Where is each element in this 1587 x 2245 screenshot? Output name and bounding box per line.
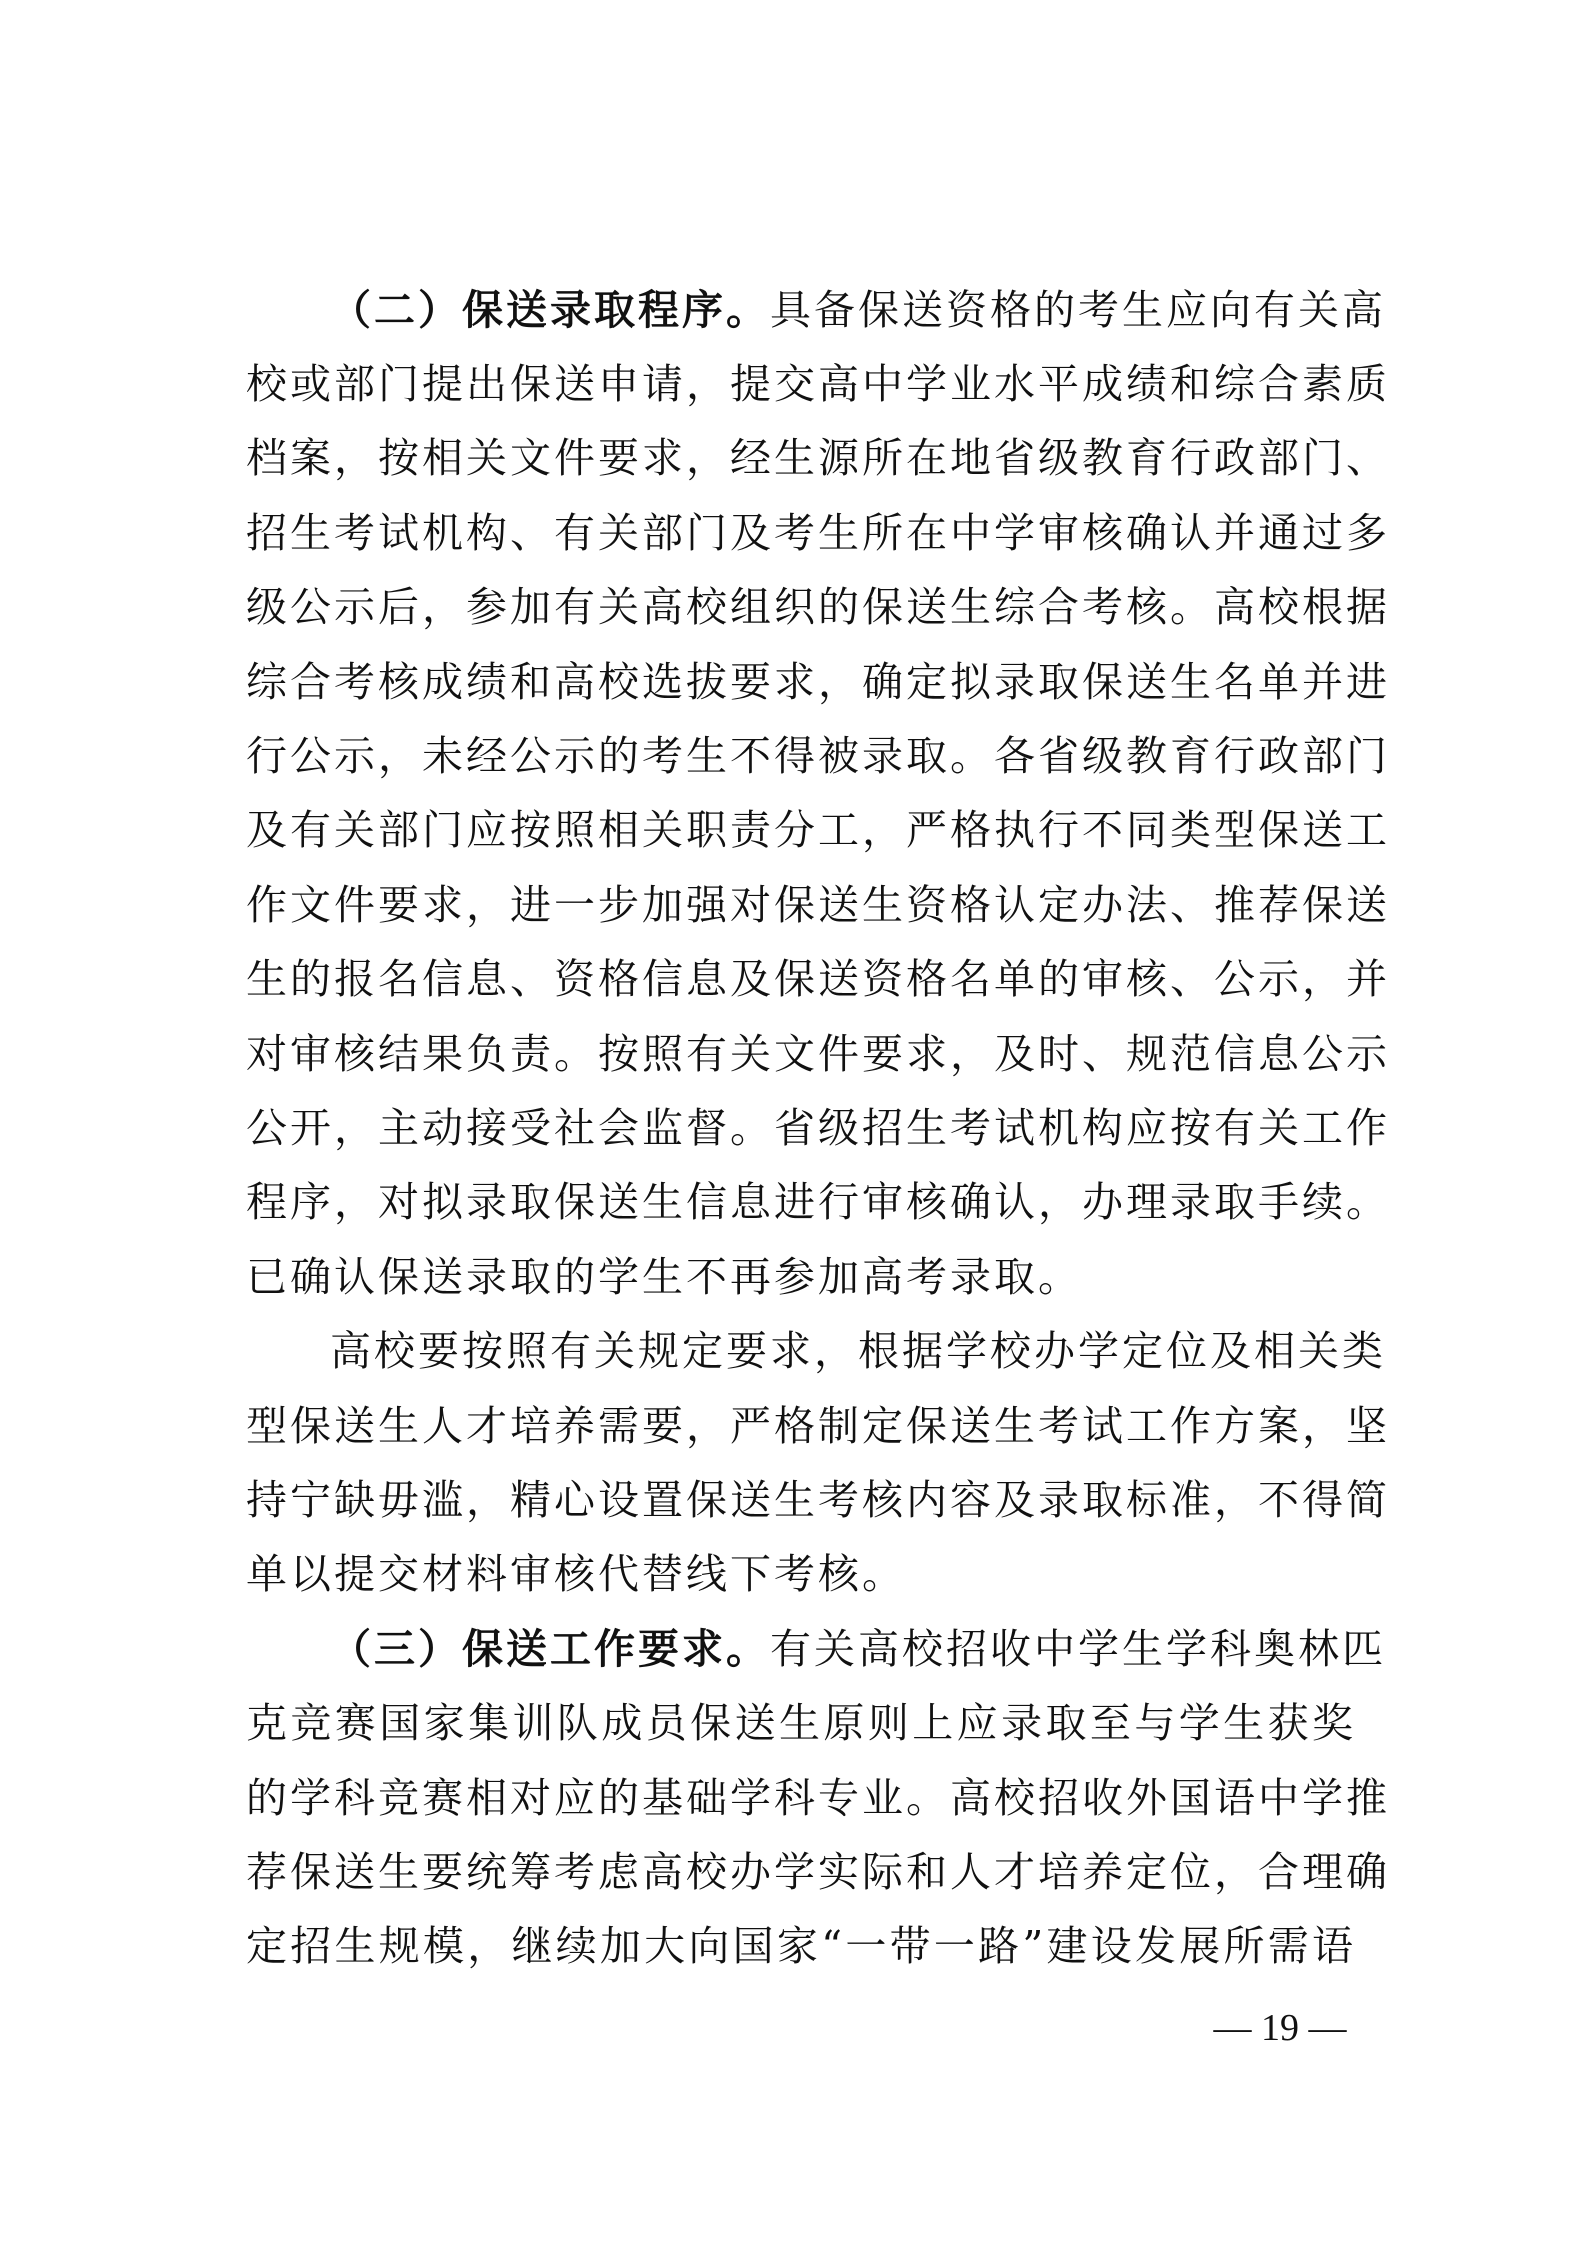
paragraph-line: 单以提交材料审核代替线下考核。 xyxy=(246,1550,906,1598)
paragraph-line: 生的报名信息、资格信息及保送资格名单的审核、公示，并 xyxy=(246,955,1390,1003)
paragraph-line: 作文件要求，进一步加强对保送生资格认定办法、推荐保送 xyxy=(246,881,1390,929)
section-heading: （二）保送录取程序。 xyxy=(330,286,770,334)
paragraph-line: 克竞赛国家集训队成员保送生原则上应录取至与学生获奖 xyxy=(246,1699,1356,1747)
paragraph-line xyxy=(330,278,1386,342)
paragraph-line: 行公示，未经公示的考生不得被录取。各省级教育行政部门 xyxy=(246,732,1390,780)
paragraph-line: 定招生规模，继续加大向国家“一带一路”建设发展所需语 xyxy=(246,1922,1356,1970)
paragraph-text: 有关高校招收中学生学科奥林匹 xyxy=(770,1625,1386,1673)
paragraph-line: 对审核结果负责。按照有关文件要求，及时、规范信息公示 xyxy=(246,1030,1390,1078)
paragraph-line: 型保送生人才培养需要，严格制定保送生考试工作方案，坚 xyxy=(246,1402,1390,1450)
paragraph-text: 具备保送资格的考生应向有关高 xyxy=(770,286,1386,334)
paragraph-line xyxy=(330,1617,1386,1681)
paragraph-line: 荐保送生要统筹考虑高校办学实际和人才培养定位，合理确 xyxy=(246,1848,1390,1896)
paragraph-line: 的学科竞赛相对应的基础学科专业。高校招收外国语中学推 xyxy=(246,1774,1390,1822)
paragraph-line: 级公示后，参加有关高校组织的保送生综合考核。高校根据 xyxy=(246,583,1390,631)
paragraph-line: 已确认保送录取的学生不再参加高考录取。 xyxy=(246,1253,1082,1301)
paragraph-line: 综合考核成绩和高校选拔要求，确定拟录取保送生名单并进 xyxy=(246,658,1390,706)
paragraph-line: 高校要按照有关规定要求，根据学校办学定位及相关类 xyxy=(330,1327,1386,1375)
paragraph-line: 档案，按相关文件要求，经生源所在地省级教育行政部门、 xyxy=(246,434,1390,482)
paragraph-line: 公开，主动接受社会监督。省级招生考试机构应按有关工作 xyxy=(246,1104,1390,1152)
paragraph-line: 持宁缺毋滥，精心设置保送生考核内容及录取标准，不得简 xyxy=(246,1476,1390,1524)
paragraph-line: 招生考试机构、有关部门及考生所在中学审核确认并通过多 xyxy=(246,509,1390,557)
page-number: — 19 — xyxy=(1213,2007,1347,2049)
section-heading: （三）保送工作要求。 xyxy=(330,1625,770,1673)
paragraph-line: 及有关部门应按照相关职责分工，严格执行不同类型保送工 xyxy=(246,806,1390,854)
paragraph-line: 校或部门提出保送申请，提交高中学业水平成绩和综合素质 xyxy=(246,360,1390,408)
paragraph-line: 程序，对拟录取保送生信息进行审核确认，办理录取手续。 xyxy=(246,1178,1390,1226)
